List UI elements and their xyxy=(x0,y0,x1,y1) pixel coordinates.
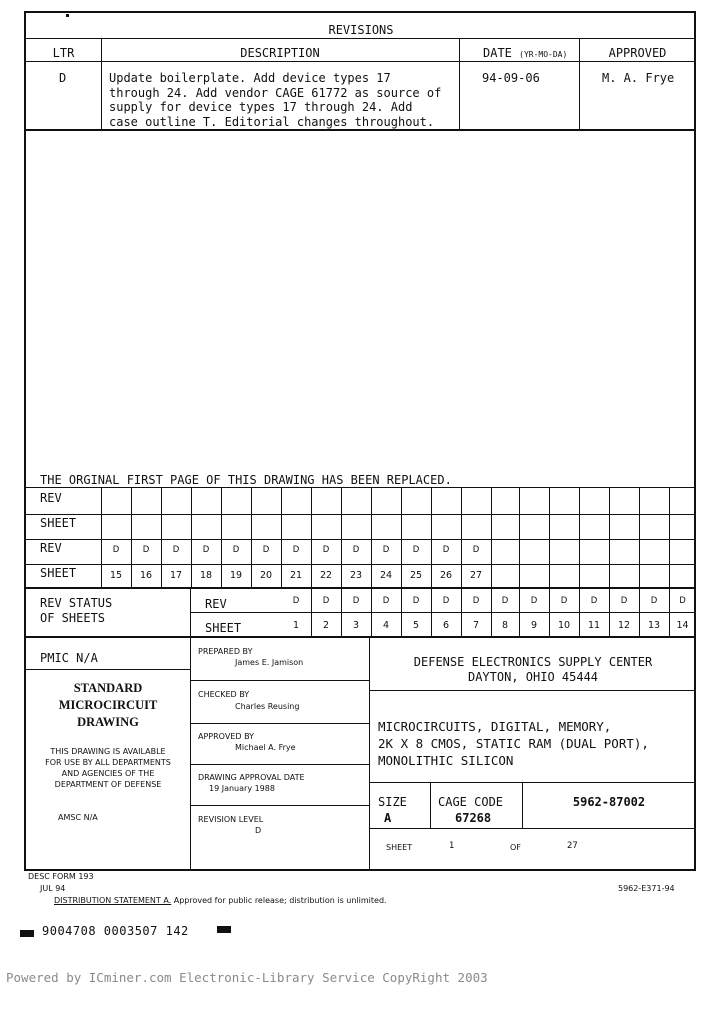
rev-cell: D xyxy=(382,545,390,555)
sheet-cell: 11 xyxy=(587,620,601,631)
title-block-rule xyxy=(369,637,370,870)
cage-label: CAGE CODE xyxy=(438,795,504,809)
distribution-text: Approved for public release; distribution is unlimited. xyxy=(173,896,387,905)
revision-description xyxy=(109,71,459,129)
standard-title-line: STANDARD xyxy=(73,681,143,695)
drawing-title-line: MONOLITHIC SILICON xyxy=(378,753,514,768)
title-block-rule xyxy=(190,764,369,765)
rev-cell: D xyxy=(472,596,480,606)
approval-date-label: DRAWING APPROVAL DATE xyxy=(198,773,305,782)
grid-divider xyxy=(579,487,580,587)
rev-cell: D xyxy=(590,596,598,606)
revisions-rule xyxy=(26,38,696,39)
rev-row-label: REV xyxy=(40,491,62,505)
sheet-cell: 2 xyxy=(322,620,330,631)
of-label: OF xyxy=(510,843,521,852)
grid-rule xyxy=(26,487,696,488)
revision-level: D xyxy=(255,826,262,835)
sheet-cell: 5 xyxy=(412,620,420,631)
agency-name xyxy=(370,655,696,685)
title-block-rule xyxy=(369,828,696,829)
drawing-title-line: MICROCIRCUITS, DIGITAL, MEMORY, xyxy=(378,719,612,734)
of-value: 27 xyxy=(567,841,578,851)
title-block-rule xyxy=(190,805,369,806)
rev-cell: D xyxy=(679,596,686,606)
sheet-cell: 4 xyxy=(382,620,390,631)
rev-cell: D xyxy=(322,545,330,555)
col-date-header xyxy=(483,46,567,60)
grid-rule xyxy=(26,564,696,565)
grid-divider xyxy=(609,487,610,587)
date-format: (YR-MO-DA) xyxy=(519,50,568,59)
watermark: Powered by ICminer.com Electronic-Library Service CopyRight 2003 xyxy=(6,970,488,985)
sheet-cell: 10 xyxy=(557,620,571,631)
col-description-header: DESCRIPTION xyxy=(240,46,320,60)
grid-divider xyxy=(491,487,492,587)
cage-value: 67268 xyxy=(455,811,492,825)
rev-cell: D xyxy=(382,596,390,606)
prepared-label: PREPARED BY xyxy=(198,647,253,656)
form-date: JUL 94 xyxy=(40,884,66,893)
title-block-rule xyxy=(369,782,696,783)
col-ltr-header: LTR xyxy=(52,46,75,60)
rev-cell: D xyxy=(620,596,628,606)
title-block-rule xyxy=(190,587,191,870)
rev-cell: D xyxy=(501,596,509,606)
barcode-mark-left xyxy=(20,930,34,937)
rev-cell: D xyxy=(412,596,420,606)
standard-title-line: MICROCIRCUIT xyxy=(58,698,158,712)
rev-cell: D xyxy=(412,545,420,555)
drawing-number: 5962-87002 xyxy=(572,795,646,809)
availability-note xyxy=(26,746,190,790)
revisions-header-rule xyxy=(26,61,696,62)
availability-line: THIS DRAWING IS AVAILABLE xyxy=(50,747,166,756)
sheet-cell: 23 xyxy=(349,570,363,581)
sheet-cell: 21 xyxy=(289,570,303,581)
approved-label: APPROVED BY xyxy=(198,732,255,741)
grid-rule xyxy=(26,539,696,540)
sheet-cell: 18 xyxy=(199,570,213,581)
col-approved-header: APPROVED xyxy=(608,46,667,60)
standard-title xyxy=(26,680,190,731)
approval-date: 19 January 1988 xyxy=(209,784,275,793)
revisions-bottom-rule xyxy=(26,129,696,131)
revisions-title: REVISIONS xyxy=(328,23,394,37)
agency-line: DEFENSE ELECTRONICS SUPPLY CENTER xyxy=(413,655,653,669)
availability-line: DEPARTMENT OF DEFENSE xyxy=(54,780,162,789)
sheet-row-label: SHEET xyxy=(40,516,77,530)
rev-cell: D xyxy=(232,545,240,555)
rev-cell: D xyxy=(292,545,300,555)
title-block-rule xyxy=(26,669,190,670)
sheet-cell: 8 xyxy=(501,620,509,631)
pmic-label: PMIC N/A xyxy=(40,651,98,665)
rev-row-label: REV xyxy=(40,541,62,555)
sheet-cell: 17 xyxy=(169,570,183,581)
prepared-by: James E. Jamison xyxy=(235,658,304,667)
sheet-row-label: SHEET xyxy=(205,621,242,635)
sheet-cell: 27 xyxy=(469,570,483,581)
rev-cell: D xyxy=(352,596,360,606)
revision-approved: M. A. Frye xyxy=(602,71,675,85)
rev-cell: D xyxy=(112,545,120,555)
corner-mark xyxy=(66,14,69,17)
size-label: SIZE xyxy=(378,795,407,809)
barcode-number: 9004708 0003507 142 xyxy=(42,924,189,938)
drawing-title-line: 2K X 8 CMOS, STATIC RAM (DUAL PORT), xyxy=(378,736,649,751)
col-divider xyxy=(579,38,580,130)
rev-cell: D xyxy=(530,596,538,606)
amsc-label: AMSC N/A xyxy=(58,813,98,822)
col-divider xyxy=(459,38,460,130)
description-line: Update boilerplate. Add device types 17 xyxy=(109,71,391,85)
grid-divider xyxy=(519,487,520,587)
rev-cell: D xyxy=(560,596,568,606)
rev-cell: D xyxy=(650,596,658,606)
rev-cell: D xyxy=(142,545,150,555)
title-block-rule xyxy=(26,636,696,638)
availability-line: FOR USE BY ALL DEPARTMENTS xyxy=(45,758,171,767)
revision-ltr: D xyxy=(59,71,67,85)
sheet-cell: 3 xyxy=(352,620,360,631)
sheet-cell: 9 xyxy=(530,620,538,631)
sheet-cell: 15 xyxy=(109,570,123,581)
rev-row-label: REV xyxy=(205,597,227,611)
standard-title-line: DRAWING xyxy=(77,715,139,729)
distribution-statement xyxy=(54,896,387,905)
sheet-label: SHEET xyxy=(386,843,413,852)
checked-label: CHECKED BY xyxy=(198,690,250,699)
revision-date: 94-09-06 xyxy=(482,71,540,85)
grid-divider xyxy=(669,487,670,587)
rev-cell: D xyxy=(262,545,270,555)
approved-by: Michael A. Frye xyxy=(235,743,296,752)
description-line: through 24. Add vendor CAGE 61772 as source of xyxy=(109,85,442,100)
agency-line: DAYTON, OHIO 45444 xyxy=(467,670,599,684)
title-block-rule xyxy=(522,782,523,828)
checked-by: Charles Reusing xyxy=(235,702,300,711)
doc-code: 5962-E371-94 xyxy=(618,884,675,893)
sheet-cell: 7 xyxy=(472,620,480,631)
grid-rule xyxy=(26,514,696,515)
grid-divider xyxy=(639,487,640,587)
sheet-row-label: SHEET xyxy=(40,566,77,580)
grid-divider xyxy=(549,487,550,587)
replacement-notice: THE ORGINAL FIRST PAGE OF THIS DRAWING HAS BEEN REPLACED. xyxy=(40,473,452,487)
sheet-cell: 24 xyxy=(379,570,393,581)
rev-status-label: REV STATUS xyxy=(40,596,113,610)
size-value: A xyxy=(384,811,392,825)
sheet-cell: 12 xyxy=(617,620,631,631)
distribution-label: DISTRIBUTION STATEMENT A. xyxy=(54,896,172,905)
date-label: DATE xyxy=(483,46,512,60)
rev-cell: D xyxy=(352,545,360,555)
sheet-cell: 6 xyxy=(442,620,450,631)
sheet-cell: 14 xyxy=(676,620,689,631)
title-block-rule xyxy=(430,782,431,828)
sheet-cell: 22 xyxy=(319,570,333,581)
form-number: DESC FORM 193 xyxy=(28,872,94,881)
grid-rule xyxy=(26,587,696,589)
rev-cell: D xyxy=(322,596,330,606)
title-block-rule xyxy=(190,680,369,681)
rev-cell: D xyxy=(292,596,300,606)
rev-cell: D xyxy=(172,545,180,555)
drawing-title xyxy=(378,718,649,769)
sheet-cell: 16 xyxy=(139,570,153,581)
title-block-rule xyxy=(369,690,696,691)
sheet-cell: 19 xyxy=(229,570,243,581)
title-block-rule xyxy=(190,723,369,724)
rev-cell: D xyxy=(442,596,450,606)
sheet-cell: 26 xyxy=(439,570,453,581)
rev-cell: D xyxy=(202,545,210,555)
rev-cell: D xyxy=(442,545,450,555)
grid-rule xyxy=(190,612,696,613)
description-line: case outline T. Editorial changes throughout. xyxy=(109,114,435,129)
rev-cell: D xyxy=(472,545,480,555)
sheet-cell: 1 xyxy=(292,620,300,631)
revision-level-label: REVISION LEVEL xyxy=(198,815,264,824)
sheet-value: 1 xyxy=(449,841,455,851)
sheet-cell: 25 xyxy=(409,570,423,581)
description-line: supply for device types 17 through 24. Add xyxy=(109,100,413,114)
col-divider xyxy=(101,38,102,130)
availability-line: AND AGENCIES OF THE xyxy=(61,769,155,778)
sheet-cell: 20 xyxy=(259,570,273,581)
sheet-cell: 13 xyxy=(647,620,661,631)
of-sheets-label: OF SHEETS xyxy=(40,611,106,625)
barcode-mark-right xyxy=(217,926,231,933)
